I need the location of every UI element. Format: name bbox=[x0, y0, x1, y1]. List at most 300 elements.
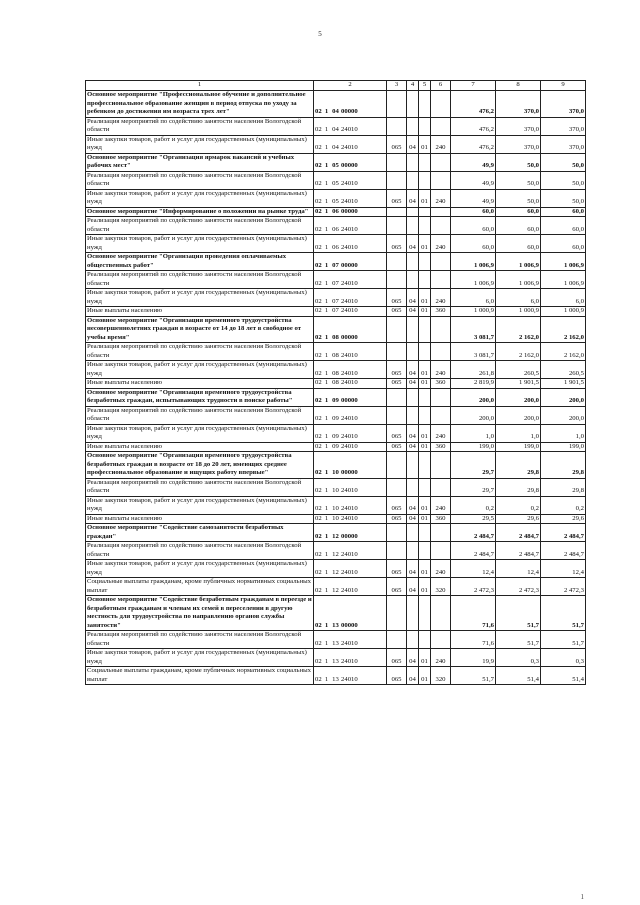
target-article-code-cell bbox=[314, 514, 387, 524]
code-part: 1 bbox=[324, 180, 329, 187]
table-row bbox=[86, 343, 586, 361]
amount-col9-cell: 29,8 bbox=[541, 452, 586, 479]
code-part: 00000 bbox=[341, 469, 358, 476]
ministry-code-cell: 065 bbox=[387, 289, 407, 307]
code-part: 24010 bbox=[341, 279, 358, 287]
amount-col9-cell: 260,5 bbox=[541, 361, 586, 379]
subsection-code-cell: 01 bbox=[419, 307, 431, 317]
amount-col8-cell: 1 901,5 bbox=[496, 379, 541, 389]
code-part: 02 bbox=[315, 351, 322, 359]
code-part: 02 bbox=[315, 586, 322, 594]
amount-col9-cell: 51,4 bbox=[541, 667, 586, 685]
expense-type-cell bbox=[431, 316, 451, 343]
column-header: 5 bbox=[419, 81, 431, 91]
amount-col9-cell: 0,3 bbox=[541, 649, 586, 667]
code-part: 1 bbox=[324, 307, 329, 314]
table-row bbox=[86, 135, 586, 153]
expense-type-cell: 240 bbox=[431, 424, 451, 442]
amount-col9-cell: 1 006,9 bbox=[541, 271, 586, 289]
table-row bbox=[86, 667, 586, 685]
code-part: 10 bbox=[332, 514, 339, 522]
subsection-code-cell bbox=[419, 91, 431, 118]
code-part: 00000 bbox=[341, 621, 358, 629]
code-part: 02 bbox=[315, 126, 322, 133]
code-part: 06 bbox=[332, 243, 339, 251]
ministry-code-cell bbox=[387, 542, 407, 560]
amount-col8-cell: 200,0 bbox=[496, 406, 541, 424]
table-row bbox=[86, 631, 586, 649]
row-name-cell: Иные выплаты населению bbox=[86, 379, 314, 389]
code-part: 12 bbox=[332, 550, 339, 558]
code-part: 24010 bbox=[341, 126, 358, 133]
target-article-code-cell bbox=[314, 379, 387, 389]
ministry-code-cell: 065 bbox=[387, 667, 407, 685]
ministry-code-cell bbox=[387, 171, 407, 189]
column-header: 9 bbox=[541, 81, 586, 91]
expense-type-cell bbox=[431, 217, 451, 235]
expense-type-cell bbox=[431, 596, 451, 631]
code-part: 1 bbox=[324, 586, 329, 594]
amount-col9-cell: 1 901,5 bbox=[541, 379, 586, 389]
amount-col8-cell: 2 484,7 bbox=[496, 542, 541, 560]
ministry-code-cell: 065 bbox=[387, 649, 407, 667]
table-row bbox=[86, 649, 586, 667]
section-code-cell: 04 bbox=[407, 424, 419, 442]
target-article-code-cell bbox=[314, 560, 387, 578]
row-name-cell: Иные закупки товаров, работ и услуг для государственных (муниципальных) нужд bbox=[86, 649, 314, 667]
table-row bbox=[86, 307, 586, 317]
expense-type-cell bbox=[431, 542, 451, 560]
amount-col8-cell: 0,3 bbox=[496, 649, 541, 667]
table-header-row bbox=[86, 81, 586, 91]
section-code-cell: 04 bbox=[407, 307, 419, 317]
target-article-code-cell bbox=[314, 253, 387, 271]
section-code-cell bbox=[407, 117, 419, 135]
table-row bbox=[86, 171, 586, 189]
subsection-code-cell: 01 bbox=[419, 649, 431, 667]
expense-type-cell bbox=[431, 478, 451, 496]
code-part: 02 bbox=[315, 532, 322, 540]
target-article-code-cell bbox=[314, 207, 387, 217]
target-article-code-cell bbox=[314, 91, 387, 118]
ministry-code-cell: 065 bbox=[387, 560, 407, 578]
code-part: 1 bbox=[324, 433, 329, 440]
row-name-cell: Основное мероприятие "Содействие самозанятости безработных граждан" bbox=[86, 524, 314, 542]
code-part: 02 bbox=[315, 333, 322, 341]
expense-type-cell: 240 bbox=[431, 496, 451, 514]
row-name-cell: Реализация мероприятий по содействию занятости населения Вологодской области bbox=[86, 343, 314, 361]
code-part: 02 bbox=[315, 162, 322, 169]
code-part: 1 bbox=[324, 442, 329, 450]
expense-type-cell: 240 bbox=[431, 235, 451, 253]
amount-col9-cell: 370,0 bbox=[541, 135, 586, 153]
expense-type-cell bbox=[431, 91, 451, 118]
table-row-main-activity bbox=[86, 316, 586, 343]
column-header: 2 bbox=[314, 81, 387, 91]
amount-col8-cell: 260,5 bbox=[496, 361, 541, 379]
code-part: 02 bbox=[315, 297, 322, 305]
subsection-code-cell: 01 bbox=[419, 578, 431, 596]
table-row-main-activity bbox=[86, 253, 586, 271]
subsection-code-cell: 01 bbox=[419, 361, 431, 379]
expense-type-cell: 240 bbox=[431, 189, 451, 207]
code-part: 1 bbox=[324, 225, 329, 233]
table-row bbox=[86, 560, 586, 578]
code-part: 1 bbox=[324, 144, 329, 151]
amount-col7-cell: 3 081,7 bbox=[451, 343, 496, 361]
amount-col9-cell: 2 162,0 bbox=[541, 343, 586, 361]
ministry-code-cell: 065 bbox=[387, 135, 407, 153]
code-part: 02 bbox=[315, 279, 322, 287]
subsection-code-cell: 01 bbox=[419, 424, 431, 442]
amount-col7-cell: 476,2 bbox=[451, 135, 496, 153]
section-code-cell: 04 bbox=[407, 379, 419, 389]
ministry-code-cell bbox=[387, 388, 407, 406]
subsection-code-cell bbox=[419, 388, 431, 406]
subsection-code-cell bbox=[419, 343, 431, 361]
section-code-cell bbox=[407, 478, 419, 496]
section-code-cell bbox=[407, 388, 419, 406]
code-part: 02 bbox=[315, 550, 322, 558]
code-part: 1 bbox=[324, 108, 329, 115]
amount-col7-cell: 29,7 bbox=[451, 478, 496, 496]
code-part: 02 bbox=[315, 198, 322, 205]
ministry-code-cell bbox=[387, 524, 407, 542]
code-part: 08 bbox=[332, 333, 339, 341]
code-part: 24010 bbox=[341, 369, 358, 377]
code-part: 1 bbox=[324, 675, 329, 683]
subsection-code-cell bbox=[419, 406, 431, 424]
code-part: 08 bbox=[332, 369, 339, 377]
target-article-code-cell bbox=[314, 424, 387, 442]
ministry-code-cell bbox=[387, 271, 407, 289]
row-name-cell: Иные закупки товаров, работ и услуг для государственных (муниципальных) нужд bbox=[86, 289, 314, 307]
code-part: 24010 bbox=[341, 550, 358, 558]
code-part: 09 bbox=[332, 397, 339, 404]
row-name-cell: Социальные выплаты гражданам, кроме публичных нормативных социальных выплат bbox=[86, 578, 314, 596]
row-name-cell: Основное мероприятие "Организация временного трудоустройства безработных граждан, испытывающих трудности в поиске работы" bbox=[86, 388, 314, 406]
code-part: 1 bbox=[324, 397, 329, 404]
code-part: 24010 bbox=[341, 433, 358, 440]
code-part: 00000 bbox=[341, 261, 358, 269]
code-part: 02 bbox=[315, 108, 322, 115]
amount-col7-cell: 49,9 bbox=[451, 153, 496, 171]
section-code-cell: 04 bbox=[407, 235, 419, 253]
section-code-cell: 04 bbox=[407, 649, 419, 667]
subsection-code-cell: 01 bbox=[419, 135, 431, 153]
target-article-code-cell bbox=[314, 171, 387, 189]
subsection-code-cell bbox=[419, 153, 431, 171]
amount-col9-cell: 12,4 bbox=[541, 560, 586, 578]
code-part: 1 bbox=[324, 162, 329, 169]
code-part: 08 bbox=[332, 351, 339, 359]
ministry-code-cell: 065 bbox=[387, 307, 407, 317]
expense-type-cell bbox=[431, 631, 451, 649]
expense-type-cell bbox=[431, 117, 451, 135]
code-part: 1 bbox=[324, 568, 329, 576]
expense-type-cell: 360 bbox=[431, 514, 451, 524]
row-name-cell: Иные закупки товаров, работ и услуг для государственных (муниципальных) нужд bbox=[86, 189, 314, 207]
target-article-code-cell bbox=[314, 217, 387, 235]
amount-col8-cell: 50,0 bbox=[496, 171, 541, 189]
amount-col8-cell: 60,0 bbox=[496, 217, 541, 235]
code-part: 1 bbox=[324, 487, 329, 494]
section-code-cell: 04 bbox=[407, 496, 419, 514]
amount-col7-cell: 261,8 bbox=[451, 361, 496, 379]
row-name-cell: Основное мероприятие "Организация ярмарок вакансий и учебных рабочих мест" bbox=[86, 153, 314, 171]
ministry-code-cell: 065 bbox=[387, 442, 407, 452]
amount-col7-cell: 2 484,7 bbox=[451, 542, 496, 560]
amount-col8-cell: 6,0 bbox=[496, 289, 541, 307]
amount-col9-cell: 50,0 bbox=[541, 189, 586, 207]
subsection-code-cell bbox=[419, 117, 431, 135]
amount-col7-cell: 0,2 bbox=[451, 496, 496, 514]
table-row-main-activity bbox=[86, 524, 586, 542]
amount-col8-cell: 1 000,9 bbox=[496, 307, 541, 317]
code-part: 05 bbox=[332, 198, 339, 205]
code-part: 09 bbox=[332, 433, 339, 440]
code-part: 02 bbox=[315, 243, 322, 251]
code-part: 24010 bbox=[341, 415, 358, 422]
code-part: 02 bbox=[315, 442, 322, 450]
row-name-cell: Основное мероприятие "Информирование о положении на рынке труда" bbox=[86, 207, 314, 217]
subsection-code-cell: 01 bbox=[419, 560, 431, 578]
code-part: 1 bbox=[324, 333, 329, 341]
code-part: 02 bbox=[315, 505, 322, 512]
ministry-code-cell bbox=[387, 343, 407, 361]
code-part: 1 bbox=[324, 415, 329, 422]
target-article-code-cell bbox=[314, 189, 387, 207]
code-part: 12 bbox=[332, 586, 339, 594]
table-row bbox=[86, 379, 586, 389]
target-article-code-cell bbox=[314, 307, 387, 317]
ministry-code-cell bbox=[387, 631, 407, 649]
column-header: 4 bbox=[407, 81, 419, 91]
amount-col8-cell: 51,4 bbox=[496, 667, 541, 685]
amount-col8-cell: 200,0 bbox=[496, 388, 541, 406]
amount-col8-cell: 1 006,9 bbox=[496, 271, 541, 289]
amount-col9-cell: 1 000,9 bbox=[541, 307, 586, 317]
code-part: 1 bbox=[324, 297, 329, 305]
ministry-code-cell bbox=[387, 316, 407, 343]
subsection-code-cell bbox=[419, 542, 431, 560]
expense-type-cell bbox=[431, 153, 451, 171]
ministry-code-cell: 065 bbox=[387, 496, 407, 514]
target-article-code-cell bbox=[314, 316, 387, 343]
row-name-cell: Реализация мероприятий по содействию занятости населения Вологодской области bbox=[86, 478, 314, 496]
table-row bbox=[86, 117, 586, 135]
ministry-code-cell bbox=[387, 406, 407, 424]
section-code-cell: 04 bbox=[407, 442, 419, 452]
target-article-code-cell bbox=[314, 153, 387, 171]
target-article-code-cell bbox=[314, 496, 387, 514]
code-part: 00000 bbox=[341, 162, 358, 169]
code-part: 02 bbox=[315, 261, 322, 269]
amount-col7-cell: 19,9 bbox=[451, 649, 496, 667]
code-part: 02 bbox=[315, 225, 322, 233]
code-part: 13 bbox=[332, 621, 339, 629]
target-article-code-cell bbox=[314, 289, 387, 307]
code-part: 1 bbox=[324, 351, 329, 359]
code-part: 02 bbox=[315, 639, 322, 647]
code-part: 10 bbox=[332, 505, 339, 512]
amount-col9-cell: 2 162,0 bbox=[541, 316, 586, 343]
section-code-cell: 04 bbox=[407, 189, 419, 207]
code-part: 02 bbox=[315, 621, 322, 629]
row-name-cell: Иные закупки товаров, работ и услуг для государственных (муниципальных) нужд bbox=[86, 235, 314, 253]
table-row-main-activity bbox=[86, 207, 586, 217]
section-code-cell bbox=[407, 524, 419, 542]
row-name-cell: Реализация мероприятий по содействию занятости населения Вологодской области bbox=[86, 217, 314, 235]
amount-col9-cell: 370,0 bbox=[541, 117, 586, 135]
ministry-code-cell: 065 bbox=[387, 424, 407, 442]
code-part: 24010 bbox=[341, 307, 358, 314]
ministry-code-cell: 065 bbox=[387, 578, 407, 596]
section-code-cell: 04 bbox=[407, 361, 419, 379]
code-part: 24010 bbox=[341, 657, 358, 665]
row-name-cell: Реализация мероприятий по содействию занятости населения Вологодской области bbox=[86, 542, 314, 560]
row-name-cell: Иные выплаты населению bbox=[86, 307, 314, 317]
amount-col9-cell: 2 484,7 bbox=[541, 524, 586, 542]
code-part: 13 bbox=[332, 639, 339, 647]
expense-type-cell bbox=[431, 388, 451, 406]
amount-col7-cell: 51,7 bbox=[451, 667, 496, 685]
amount-col7-cell: 49,9 bbox=[451, 171, 496, 189]
amount-col7-cell: 71,6 bbox=[451, 596, 496, 631]
code-part: 1 bbox=[324, 243, 329, 251]
table-row bbox=[86, 271, 586, 289]
code-part: 13 bbox=[332, 675, 339, 683]
amount-col7-cell: 1,0 bbox=[451, 424, 496, 442]
row-name-cell: Реализация мероприятий по содействию занятости населения Вологодской области bbox=[86, 171, 314, 189]
code-part: 24010 bbox=[341, 505, 358, 512]
code-part: 08 bbox=[332, 379, 339, 386]
subsection-code-cell bbox=[419, 524, 431, 542]
amount-col9-cell: 2 484,7 bbox=[541, 542, 586, 560]
amount-col8-cell: 2 162,0 bbox=[496, 343, 541, 361]
ministry-code-cell bbox=[387, 207, 407, 217]
code-part: 24010 bbox=[341, 568, 358, 576]
code-part: 24010 bbox=[341, 243, 358, 251]
row-name-cell: Иные закупки товаров, работ и услуг для государственных (муниципальных) нужд bbox=[86, 361, 314, 379]
expense-type-cell: 240 bbox=[431, 361, 451, 379]
code-part: 02 bbox=[315, 675, 322, 683]
code-part: 09 bbox=[332, 415, 339, 422]
code-part: 24010 bbox=[341, 675, 358, 683]
code-part: 06 bbox=[332, 225, 339, 233]
table-row-main-activity bbox=[86, 596, 586, 631]
amount-col9-cell: 1,0 bbox=[541, 424, 586, 442]
table-row bbox=[86, 578, 586, 596]
expense-type-cell: 360 bbox=[431, 442, 451, 452]
code-part: 04 bbox=[332, 126, 339, 133]
code-part: 1 bbox=[324, 379, 329, 386]
amount-col7-cell: 2 472,3 bbox=[451, 578, 496, 596]
amount-col7-cell: 476,2 bbox=[451, 91, 496, 118]
code-part: 00000 bbox=[341, 397, 358, 404]
amount-col9-cell: 60,0 bbox=[541, 217, 586, 235]
table-row bbox=[86, 496, 586, 514]
target-article-code-cell bbox=[314, 478, 387, 496]
target-article-code-cell bbox=[314, 117, 387, 135]
target-article-code-cell bbox=[314, 135, 387, 153]
amount-col8-cell: 60,0 bbox=[496, 207, 541, 217]
amount-col8-cell: 60,0 bbox=[496, 235, 541, 253]
amount-col7-cell: 60,0 bbox=[451, 207, 496, 217]
table-row-main-activity bbox=[86, 91, 586, 118]
row-name-cell: Основное мероприятие "Организация проведения оплачиваемых общественных работ" bbox=[86, 253, 314, 271]
expense-type-cell: 320 bbox=[431, 578, 451, 596]
table-row bbox=[86, 189, 586, 207]
section-code-cell: 04 bbox=[407, 135, 419, 153]
code-part: 02 bbox=[315, 657, 322, 665]
section-code-cell bbox=[407, 596, 419, 631]
code-part: 1 bbox=[324, 505, 329, 512]
amount-col7-cell: 1 000,9 bbox=[451, 307, 496, 317]
ministry-code-cell bbox=[387, 478, 407, 496]
code-part: 05 bbox=[332, 162, 339, 169]
code-part: 24010 bbox=[341, 144, 358, 151]
code-part: 1 bbox=[324, 657, 329, 665]
page-number: 5 bbox=[318, 30, 322, 38]
table-row bbox=[86, 542, 586, 560]
amount-col9-cell: 370,0 bbox=[541, 91, 586, 118]
code-part: 1 bbox=[324, 514, 329, 522]
section-code-cell: 04 bbox=[407, 560, 419, 578]
section-code-cell bbox=[407, 316, 419, 343]
amount-col9-cell: 29,8 bbox=[541, 478, 586, 496]
code-part: 1 bbox=[324, 279, 329, 287]
row-name-cell: Основное мероприятие "Организация временного трудоустройства несовершеннолетних граждан в возрасте от 14 до 18 лет в свободное от учебы время" bbox=[86, 316, 314, 343]
target-article-code-cell bbox=[314, 442, 387, 452]
amount-col9-cell: 0,2 bbox=[541, 496, 586, 514]
amount-col7-cell: 3 081,7 bbox=[451, 316, 496, 343]
section-code-cell bbox=[407, 406, 419, 424]
amount-col8-cell: 50,0 bbox=[496, 189, 541, 207]
row-name-cell: Социальные выплаты гражданам, кроме публичных нормативных социальных выплат bbox=[86, 667, 314, 685]
code-part: 24010 bbox=[341, 514, 358, 522]
target-article-code-cell bbox=[314, 406, 387, 424]
ministry-code-cell: 065 bbox=[387, 361, 407, 379]
row-name-cell: Иные закупки товаров, работ и услуг для государственных (муниципальных) нужд bbox=[86, 424, 314, 442]
amount-col9-cell: 200,0 bbox=[541, 388, 586, 406]
target-article-code-cell bbox=[314, 542, 387, 560]
subsection-code-cell bbox=[419, 596, 431, 631]
amount-col7-cell: 2 819,9 bbox=[451, 379, 496, 389]
code-part: 09 bbox=[332, 442, 339, 450]
expense-type-cell bbox=[431, 524, 451, 542]
row-name-cell: Иные закупки товаров, работ и услуг для государственных (муниципальных) нужд bbox=[86, 560, 314, 578]
code-part: 1 bbox=[324, 550, 329, 558]
ministry-code-cell bbox=[387, 217, 407, 235]
budget-table bbox=[85, 80, 586, 685]
expense-type-cell: 360 bbox=[431, 379, 451, 389]
section-code-cell bbox=[407, 542, 419, 560]
code-part: 12 bbox=[332, 532, 339, 540]
code-part: 13 bbox=[332, 657, 339, 665]
target-article-code-cell bbox=[314, 649, 387, 667]
amount-col7-cell: 2 484,7 bbox=[451, 524, 496, 542]
amount-col7-cell: 1 006,9 bbox=[451, 253, 496, 271]
subsection-code-cell bbox=[419, 207, 431, 217]
row-name-cell: Иные закупки товаров, работ и услуг для государственных (муниципальных) нужд bbox=[86, 496, 314, 514]
code-part: 24010 bbox=[341, 487, 358, 494]
amount-col7-cell: 200,0 bbox=[451, 388, 496, 406]
amount-col8-cell: 29,8 bbox=[496, 478, 541, 496]
expense-type-cell bbox=[431, 171, 451, 189]
amount-col9-cell: 51,7 bbox=[541, 596, 586, 631]
amount-col9-cell: 51,7 bbox=[541, 631, 586, 649]
